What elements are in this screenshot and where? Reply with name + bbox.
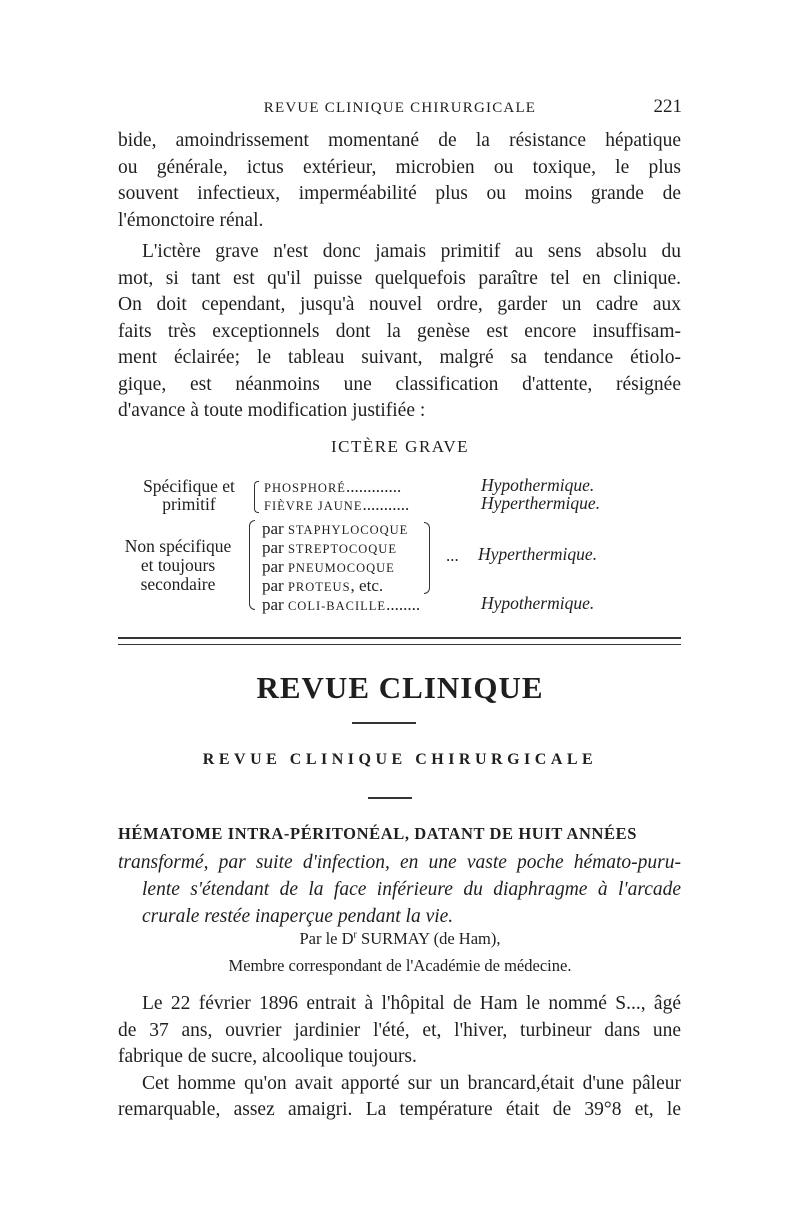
author-affiliation: Membre correspondant de l'Académie de médecine. — [228, 956, 572, 975]
short-rule — [368, 797, 412, 799]
text-line: Cet homme qu'on avait apporté sur un brancard,était d'une pâleur — [142, 1072, 681, 1094]
text-line: faits très exceptionnels dont la genèse est encore insuffisam- — [118, 320, 681, 342]
group1-label-line1: Spécifique et — [143, 476, 235, 496]
article-subtitle-line: crurale restée inaperçue pendant la vie. — [142, 906, 454, 927]
cause-streptocoque: STREPTOCOQUE — [287, 542, 397, 556]
text-line: L'ictère grave n'est donc jamais primitif au sens absolu du — [142, 241, 681, 262]
cause-phosphore: PHOSPHORÉ — [264, 481, 346, 495]
leader-dots: ........ — [386, 595, 421, 614]
article-subtitle-line: lente s'étendant de la face inférieure du diaphragme à l'arcade — [142, 879, 681, 900]
table-row: par COLI-BACILLE........ — [262, 595, 421, 614]
divider-rule — [118, 644, 681, 645]
text-line: mot, si tant est qu'il puisse quelquefois paraître tel en clinique. — [118, 267, 681, 289]
text-line: fabrique de sucre, alcoolique toujours. — [118, 1046, 417, 1067]
text-line: Le 22 février 1896 entrait à l'hôpital de Ham le nommé S..., âgé — [142, 993, 681, 1014]
result-hypothermique: Hypothermique. — [481, 475, 595, 495]
result-hypothermique-coli: Hypothermique. — [481, 593, 595, 613]
text-line: de 37 ans, ouvrier jardinier l'été, et, l'hiver, turbineur dans une — [118, 1019, 681, 1041]
text-line: ou générale, ictus extérieur, microbien ou toxique, le plus — [118, 156, 681, 178]
leader-dots: ........... — [362, 495, 410, 514]
running-head: REVUE CLINIQUE CHIRURGICALE — [263, 100, 537, 116]
article-author: Par le $D^r$ SURMAY (de Ham), — [299, 929, 501, 948]
result-collective-hyperthermique: Hyperthermique. — [478, 544, 598, 564]
cause-proteus: PROTEUS — [287, 580, 351, 594]
brace-group2-right — [424, 522, 430, 594]
group1-label-line2: primitif — [162, 494, 216, 514]
text-line: l'émonctoire rénal. — [118, 209, 264, 231]
short-rule — [352, 722, 416, 724]
text-line: On doit cependant, jusqu'à nouvel ordre, garder un cadre aux — [118, 294, 681, 315]
cause-coli-bacille: COLI-BACILLE — [287, 599, 387, 613]
brace-group2-left — [249, 520, 255, 610]
table-row — [264, 495, 409, 515]
section-subtitle: REVUE CLINIQUE CHIRURGICALE — [202, 751, 598, 768]
table-row: par PNEUMOCOQUE — [262, 557, 395, 576]
group2-label-line2: et toujours — [140, 555, 216, 575]
text-line: gique, est néanmoins une classification d'attente, résignée — [118, 373, 681, 395]
result-hyperthermique: Hyperthermique. — [481, 493, 601, 513]
divider-rule — [118, 637, 681, 639]
text-line: souvent infectieux, imperméabilité plus ou moins grande de — [118, 183, 681, 204]
table-row: par STAPHYLOCOQUE — [262, 519, 409, 538]
article-title: HÉMATOME INTRA-PÉRITONÉAL, DATANT DE HUIT ANNÉES — [118, 824, 637, 843]
brace-group1 — [254, 481, 259, 513]
leader-dots: ... — [446, 546, 459, 565]
leader-dots: ............. — [345, 477, 402, 496]
classification-title: ICTÈRE GRAVE — [330, 437, 470, 456]
article-subtitle-line: transformé, par suite d'infection, en une vaste poche hémato-puru- — [118, 852, 681, 873]
group2-label-line3: secondaire — [140, 574, 216, 594]
page-number: 221 — [653, 96, 682, 117]
table-row — [264, 477, 401, 497]
section-title: REVUE CLINIQUE — [256, 670, 544, 705]
text-line: ment éclairée; le tableau suivant, malgré sa tendance étiolo- — [118, 347, 681, 368]
group2-label-line1: Non spécifique — [124, 536, 232, 556]
table-row: par STREPTOCOQUE — [262, 538, 397, 557]
text-line: bide, amoindrissement momentané de la résistance hépatique — [118, 130, 681, 151]
cause-fievre-jaune: FIÈVRE JAUNE — [264, 499, 363, 513]
text-line: remarquable, assez amaigri. La température était de 39°8 et, le — [118, 1099, 681, 1120]
text-line: d'avance à toute modification justifiée : — [118, 400, 426, 421]
cause-pneumocoque: PNEUMOCOQUE — [287, 561, 395, 575]
table-row: par PROTEUS, etc. — [262, 576, 384, 595]
cause-staphylocoque: STAPHYLOCOQUE — [287, 523, 409, 537]
